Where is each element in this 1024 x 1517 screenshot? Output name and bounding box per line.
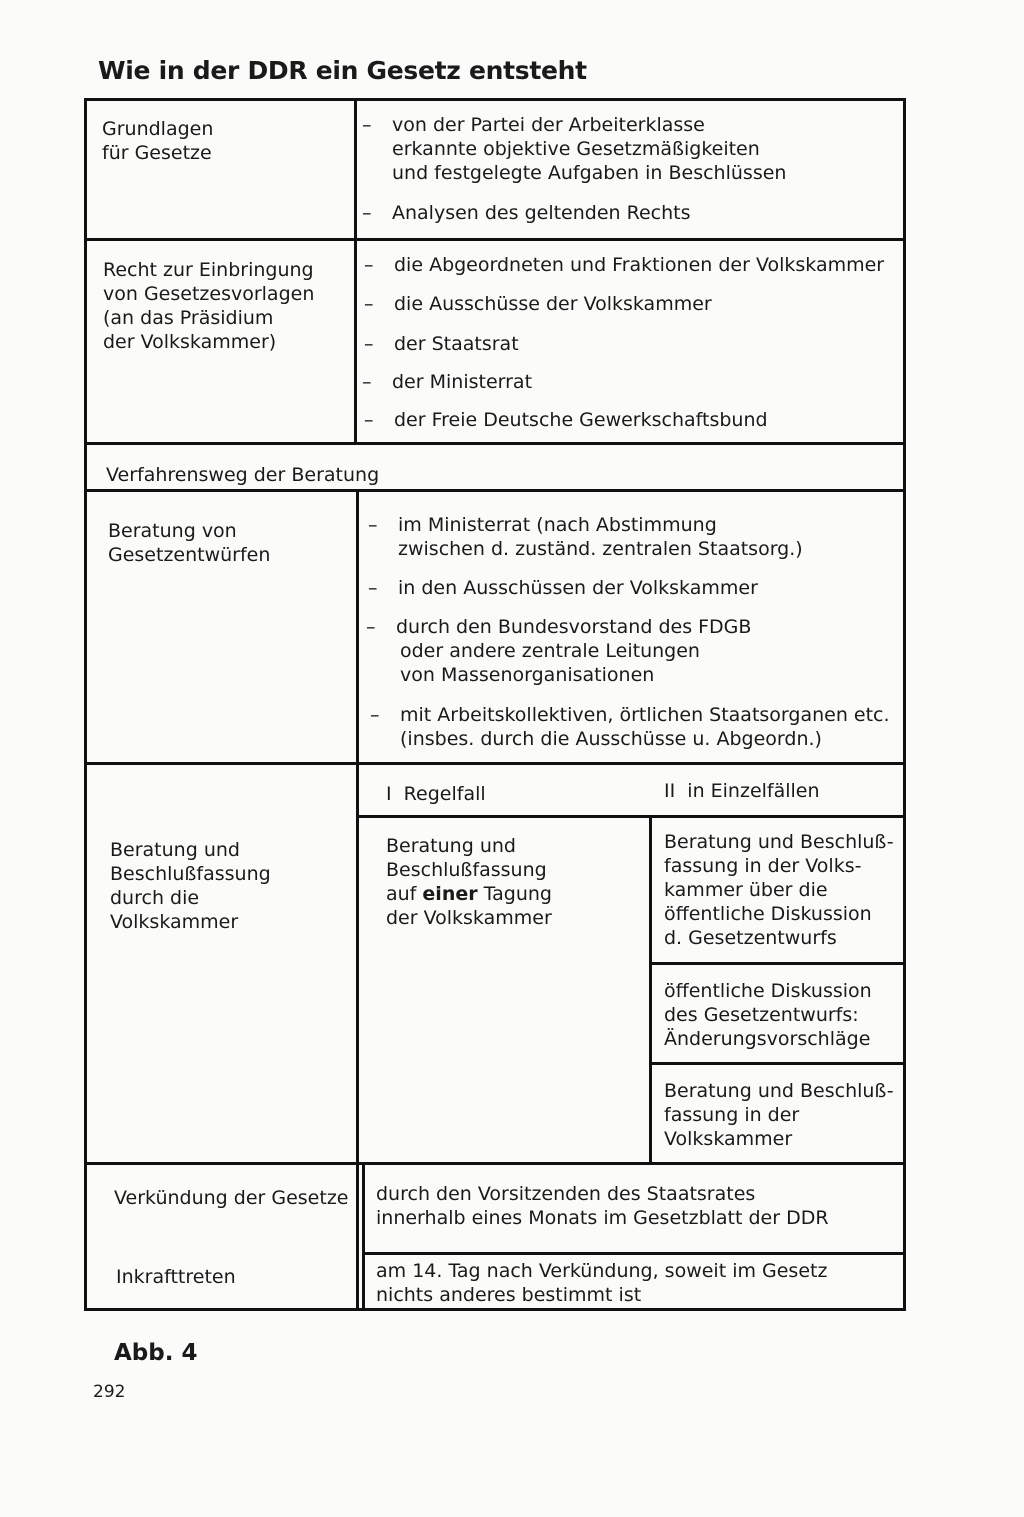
dash: – — [364, 409, 374, 431]
column-divider — [362, 1163, 365, 1309]
label-line: Beschlußfassung — [110, 863, 271, 885]
row-divider — [84, 442, 906, 445]
einzelfall-step-2 — [664, 979, 872, 1051]
text-line: am 14. Tag nach Verkündung, soweit im Gesetz — [376, 1260, 828, 1282]
label-line: von Gesetzesvorlagen — [103, 283, 315, 305]
dash: – — [362, 371, 372, 393]
text-line: fassung in der Volks- — [664, 855, 862, 877]
regelfall-text — [386, 834, 552, 930]
text-line — [386, 882, 552, 906]
label-line: Gesetzentwürfen — [108, 544, 271, 566]
label-line: Beratung von — [108, 520, 237, 542]
step-divider — [650, 962, 906, 965]
row-label-grundlagen — [102, 117, 213, 165]
einzelfall-header: II in Einzelfällen — [664, 780, 820, 802]
item-line: (insbes. durch die Ausschüsse u. Abgeordn.) — [400, 728, 822, 750]
label-line: (an das Präsidium — [103, 307, 274, 329]
text-fragment: auf — [386, 883, 417, 905]
text-line: der Volkskammer — [386, 907, 552, 929]
item-line: im Ministerrat (nach Abstimmung — [398, 514, 717, 536]
label-line: durch die — [110, 887, 200, 909]
item-line: der Staatsrat — [394, 333, 519, 355]
inkrafttreten-text — [376, 1259, 827, 1307]
text-line: Beratung und — [386, 835, 516, 857]
row-divider — [84, 762, 906, 765]
label-line: Grundlagen — [102, 118, 214, 140]
row-label-einbringung — [103, 258, 314, 354]
text-line: nichts anderes bestimmt ist — [376, 1284, 642, 1306]
text-line: Beratung und Beschluß- — [664, 831, 894, 853]
dash: – — [366, 616, 376, 638]
text-line: Beratung und Beschluß- — [664, 1080, 894, 1102]
cell-divider — [362, 1252, 906, 1255]
item-line: oder andere zentrale Leitungen — [400, 640, 700, 662]
row-label-inkrafttreten: Inkrafttreten — [116, 1266, 236, 1288]
dash: – — [362, 114, 372, 136]
figure-label: Abb. 4 — [114, 1340, 198, 1366]
label-line: Beratung und — [110, 839, 240, 861]
label-line: Recht zur Einbringung — [103, 259, 314, 281]
einzelfall-divider — [649, 815, 652, 1163]
item-line: die Ausschüsse der Volkskammer — [394, 293, 712, 315]
item-line: der Freie Deutsche Gewerkschaftsbund — [394, 409, 768, 431]
item-line: der Ministerrat — [392, 371, 533, 393]
text-line: Volkskammer — [664, 1128, 793, 1150]
dash: – — [364, 254, 374, 276]
text-line: Beschlußfassung — [386, 859, 547, 881]
label-line: für Gesetze — [102, 142, 212, 164]
item-line: und festgelegte Aufgaben in Beschlüssen — [392, 162, 787, 184]
dash: – — [370, 704, 380, 726]
text-line: öffentliche Diskussion — [664, 980, 872, 1002]
item-line: erkannte objektive Gesetzmäßigkeiten — [392, 138, 760, 160]
dash: – — [364, 293, 374, 315]
row-divider — [84, 1162, 906, 1165]
row-label-verkuendung: Verkündung der Gesetze — [114, 1187, 349, 1209]
row-divider — [84, 238, 906, 241]
text-line: d. Gesetzentwurfs — [664, 927, 837, 949]
row-label-beratung-entwuerfe — [108, 519, 270, 567]
item-line: von der Partei der Arbeiterklasse — [392, 114, 705, 136]
text-line: Änderungsvorschläge — [664, 1028, 871, 1050]
item-line: mit Arbeitskollektiven, örtlichen Staatsorganen etc. — [400, 704, 890, 726]
item-line: durch den Bundesvorstand des FDGB — [396, 616, 752, 638]
text-line: kammer über die — [664, 879, 828, 901]
dash: – — [368, 514, 378, 536]
item-line: in den Ausschüssen der Volkskammer — [398, 577, 758, 599]
column-divider — [354, 99, 357, 442]
table-top-border — [84, 98, 906, 101]
text-line: des Gesetzentwurfs: — [664, 1004, 859, 1026]
item-line: die Abgeordneten und Fraktionen der Volkskammer — [394, 254, 885, 276]
dash: – — [364, 333, 374, 355]
text-line: öffentliche Diskussion — [664, 903, 872, 925]
text-line: durch den Vorsitzenden des Staatsrates — [376, 1183, 756, 1205]
text-line: fassung in der — [664, 1104, 800, 1126]
item-line: Analysen des geltenden Rechts — [392, 202, 691, 224]
column-divider — [356, 490, 359, 1309]
step-divider — [650, 1062, 906, 1065]
section-header-verfahrensweg: Verfahrensweg der Beratung — [106, 464, 380, 486]
einzelfall-step-1 — [664, 830, 894, 950]
dash: – — [362, 202, 372, 224]
subheader-divider — [357, 815, 906, 818]
table-bottom-border — [84, 1308, 906, 1311]
item-line: zwischen d. zuständ. zentralen Staatsorg.) — [398, 538, 803, 560]
regelfall-header: I Regelfall — [386, 783, 486, 805]
row-divider — [84, 489, 906, 492]
table-left-border — [84, 99, 87, 1311]
emphasis: einer — [422, 883, 478, 905]
label-line: der Volkskammer) — [103, 331, 277, 353]
row-label-volkskammer — [110, 838, 271, 934]
text-fragment: Tagung — [483, 883, 552, 905]
page-number: 292 — [93, 1382, 126, 1402]
text-line: innerhalb eines Monats im Gesetzblatt der DDR — [376, 1207, 829, 1229]
table-right-border — [903, 99, 906, 1311]
verkuendung-text — [376, 1182, 829, 1230]
dash: – — [368, 577, 378, 599]
einzelfall-step-3 — [664, 1079, 894, 1151]
label-line: Volkskammer — [110, 911, 239, 933]
item-line: von Massenorganisationen — [400, 664, 655, 686]
page-title: Wie in der DDR ein Gesetz entsteht — [98, 56, 587, 85]
